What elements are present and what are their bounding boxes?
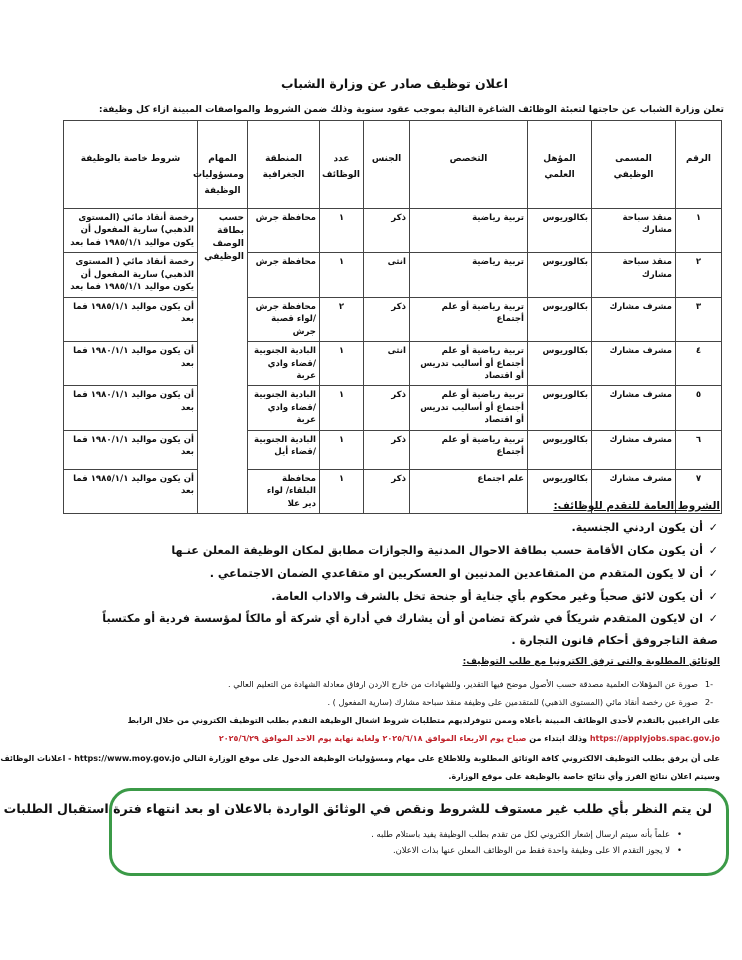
apply-dates-line: https://applyjobs.spac.gov.jo وذلك ابتداء من صباح يوم الاربعاء الموافق ٢٠٢٥/٦/١٨ ولغاية نهاية يوم الاحد الموافق ٢٠٢٥/٦/٢٩ bbox=[218, 734, 720, 743]
cell-count: ١ bbox=[320, 386, 364, 430]
cell-no: ٢ bbox=[676, 253, 722, 297]
notice-box bbox=[3, 788, 729, 876]
cell-count: ١ bbox=[320, 342, 364, 386]
check-icon: ✓ bbox=[708, 567, 718, 580]
bullet-icon: • bbox=[677, 845, 682, 855]
cell-region: البادية الجنوبية /قضاء أيل bbox=[248, 430, 320, 469]
apply-instructions: على الراغبين بالتقدم لأحدى الوظائف المبينة بأعلاه وممن تتوفرلديهم متطلبات شروط اشغال الوظيفة التقدم بطلب التوظيف الكتروني من خلال الرابط bbox=[127, 716, 720, 725]
cell-major: تربية رياضية bbox=[410, 209, 528, 253]
announcement-title: اعلان توظيف صادر عن وزارة الشباب bbox=[280, 76, 509, 91]
cell-region: محافظة جرش bbox=[248, 253, 320, 297]
cell-count: ١ bbox=[320, 430, 364, 469]
list-item: •علماً بأنه سيتم ارسال إشعار الكتروني لكل من تقدم بطلب الوظيفة يفيد باستلام طلبه . bbox=[126, 826, 682, 842]
cell-no: ٤ bbox=[676, 342, 722, 386]
list-item: ✓ان لايكون المتقدم شريكاً في شركة تضامن أو أن يشارك في أدارة أي شركة أو مالكاً لمؤسسة فردية أو مكتسباً صفة التاجروفق أحكام قانون التجارة . bbox=[78, 608, 718, 652]
check-icon: ✓ bbox=[708, 612, 718, 625]
general-conditions-list bbox=[78, 516, 718, 652]
check-icon: ✓ bbox=[708, 521, 718, 534]
cell-special: أن يكون مواليد ١٩٨٠/١/١ فما بعد bbox=[64, 430, 198, 469]
cell-gender: انثى bbox=[364, 253, 410, 297]
cell-title: مشرف مشارك bbox=[592, 469, 676, 513]
cell-no: ٦ bbox=[676, 430, 722, 469]
bullet-icon: • bbox=[677, 829, 682, 839]
cell-qualification: بكالوريوس bbox=[528, 342, 592, 386]
cell-major: تربية رياضية أو علم أجتماع أو أساليب تدريس أو اقتصاد bbox=[410, 342, 528, 386]
header-count: عدد الوظائف bbox=[320, 121, 364, 209]
list-item: -1صورة عن المؤهلات العلمية مصدقة حسب الأصول موضح فيها التقدير، وللشهادات من خارج الاردن ارفاق معادلة الشهادة من التعليم العالي . bbox=[228, 679, 714, 689]
cell-major: تربية رياضية bbox=[410, 253, 528, 297]
cell-count: ٢ bbox=[320, 297, 364, 341]
cell-no: ٧ bbox=[676, 469, 722, 513]
cell-major: تربية رياضية أو علم أجتماع أو أساليب تدريس أو اقتصاد bbox=[410, 386, 528, 430]
cell-qualification: بكالوريوس bbox=[528, 386, 592, 430]
apply-link[interactable]: https://applyjobs.spac.gov.jo bbox=[589, 734, 720, 743]
cell-count: ١ bbox=[320, 209, 364, 253]
cell-no: ١ bbox=[676, 209, 722, 253]
cell-gender: ذكر bbox=[364, 386, 410, 430]
header-region: المنطقة الجغرافية bbox=[248, 121, 320, 209]
cell-special: رخصة أنقاذ مائي (المستوى الذهبي) سارية المفعول أن يكون مواليد ١٩٨٥/١/١ فما بعد bbox=[64, 209, 198, 253]
cell-region: البادية الجنوبية /قضاء وادي عربة bbox=[248, 386, 320, 430]
cell-qualification: بكالوريوس bbox=[528, 253, 592, 297]
cell-region: محافظة البلقاء/ لواء دير علا bbox=[248, 469, 320, 513]
table-header-row bbox=[64, 121, 722, 209]
list-item: ✓أن لا يكون المتقدم من المتقاعدين المدنيين او العسكريين او متقاعدي الضمان الاجتماعي . bbox=[78, 562, 718, 585]
cell-gender: انثى bbox=[364, 342, 410, 386]
cell-major: تربية رياضية أو علم أجتماع bbox=[410, 430, 528, 469]
cell-region: محافظة جرش bbox=[248, 209, 320, 253]
header-special: شروط خاصة بالوظيفة bbox=[64, 121, 198, 209]
header-major: التخصص bbox=[410, 121, 528, 209]
list-item: ✓أن يكون مكان الأقامة حسب بطاقة الاحوال المدنية والجوازات مطابق لمكان الوظيفة المعلن عنـها bbox=[78, 539, 718, 562]
cell-title: مشرف مشارك bbox=[592, 386, 676, 430]
notice-notes bbox=[126, 826, 712, 858]
jobs-table bbox=[63, 120, 722, 514]
table-row bbox=[64, 430, 722, 469]
cell-no: ٥ bbox=[676, 386, 722, 430]
cell-major: علم اجتماع bbox=[410, 469, 528, 513]
check-icon: ✓ bbox=[708, 590, 718, 603]
cell-qualification: بكالوريوس bbox=[528, 209, 592, 253]
cell-count: ١ bbox=[320, 253, 364, 297]
cell-special: أن يكون مواليد ١٩٨٥/١/١ فما بعد bbox=[64, 469, 198, 513]
table-row bbox=[64, 253, 722, 297]
cell-qualification: بكالوريوس bbox=[528, 297, 592, 341]
check-icon: ✓ bbox=[708, 544, 718, 557]
cell-qualification: بكالوريوس bbox=[528, 430, 592, 469]
apply-date-range: صباح يوم الاربعاء الموافق ٢٠٢٥/٦/١٨ ولغاية نهاية يوم الاحد الموافق ٢٠٢٥/٦/٢٩ bbox=[218, 734, 527, 743]
list-item: ✓أن يكون لائق صحياً وغير محكوم بأي جناية أو جنحة تخل بالشرف والاداب العامة. bbox=[78, 585, 718, 608]
cell-gender: ذكر bbox=[364, 430, 410, 469]
attachments-line: على أن يرفق بطلب التوظيف الالكتروني كافة الوثائق المطلوبة وللاطلاع على مهام ومسؤوليات الوظيفة الدخول على موقع الوزارة التالي https://www.moy.gov.jo - اعلانات الوظائف bbox=[0, 754, 720, 763]
general-conditions-heading: الشروط العامة للتقدم للوظائف: bbox=[553, 500, 720, 512]
cell-special: أن يكون مواليد ١٩٨٠/١/١ فما بعد bbox=[64, 386, 198, 430]
notice-main-text: لن يتم النظر بأي طلب غير مستوف للشروط ونقص في الوثائق الواردة بالاعلان او بعد انتهاء فترة استقبال الطلبات bbox=[3, 801, 712, 816]
cell-title: منقذ سباحة مشارك bbox=[592, 209, 676, 253]
list-item: -2صورة عن رخصة أنقاذ مائي (المستوى الذهبي) للمتقدمين على وظيفة منقذ سباحة مشارك (سارية المفعول ) . bbox=[327, 697, 714, 707]
header-qualification: المؤهل العلمي bbox=[528, 121, 592, 209]
announcement-intro: تعلن وزارة الشباب عن حاجتها لتعبئة الوظائف الشاغرة التالية بموجب عقود سنوية وذلك ضمن الشروط والمواصفات المبينة ازاء كل وظيفة: bbox=[98, 104, 724, 115]
list-item: •لا يجوز التقدم الا على وظيفة واحدة فقط من الوظائف المعلن عنها بذات الاعلان. bbox=[126, 842, 682, 858]
cell-region: البادية الجنوبية /قضاء وادي عربة bbox=[248, 342, 320, 386]
header-duties: المهام ومسؤوليات الوظيفة bbox=[198, 121, 248, 209]
cell-duties-merged: حسب بطاقة الوصف الوظيفي bbox=[198, 209, 248, 514]
cell-gender: ذكر bbox=[364, 297, 410, 341]
cell-no: ٣ bbox=[676, 297, 722, 341]
cell-special: أن يكون مواليد ١٩٨٥/١/١ فما بعد bbox=[64, 297, 198, 341]
header-gender: الجنس bbox=[364, 121, 410, 209]
cell-region: محافظة جرش /لواء قصبة جرش bbox=[248, 297, 320, 341]
header-no: الرقم bbox=[676, 121, 722, 209]
results-line: وسيتم اعلان نتائج الفرز وأي نتائج خاصة بالوظيفة على موقع الوزارة. bbox=[448, 772, 720, 781]
cell-gender: ذكر bbox=[364, 469, 410, 513]
cell-title: منقذ سباحة مشارك bbox=[592, 253, 676, 297]
cell-title: مشرف مشارك bbox=[592, 297, 676, 341]
table-row bbox=[64, 209, 722, 253]
cell-count: ١ bbox=[320, 469, 364, 513]
list-item: ✓أن يكون اردني الجنسية. bbox=[78, 516, 718, 539]
cell-title: مشرف مشارك bbox=[592, 342, 676, 386]
documents-heading: الوثائق المطلوبة والتي ترفق الكترونيا مع طلب التوظيف: bbox=[462, 656, 720, 667]
cell-qualification: بكالوريوس bbox=[528, 469, 592, 513]
table-row bbox=[64, 342, 722, 386]
table-row bbox=[64, 386, 722, 430]
cell-major: تربية رياضية أو علم أجتماع bbox=[410, 297, 528, 341]
cell-special: رخصة أنقاذ مائي ( المستوى الذهبي) سارية المفعول أن يكون مواليد ١٩٨٥/١/١ فما بعد bbox=[64, 253, 198, 297]
header-title: المسمى الوظيفي bbox=[592, 121, 676, 209]
table-row bbox=[64, 297, 722, 341]
cell-special: أن يكون مواليد ١٩٨٠/١/١ فما بعد bbox=[64, 342, 198, 386]
cell-gender: ذكر bbox=[364, 209, 410, 253]
cell-title: مشرف مشارك bbox=[592, 430, 676, 469]
documents-list bbox=[80, 675, 720, 711]
